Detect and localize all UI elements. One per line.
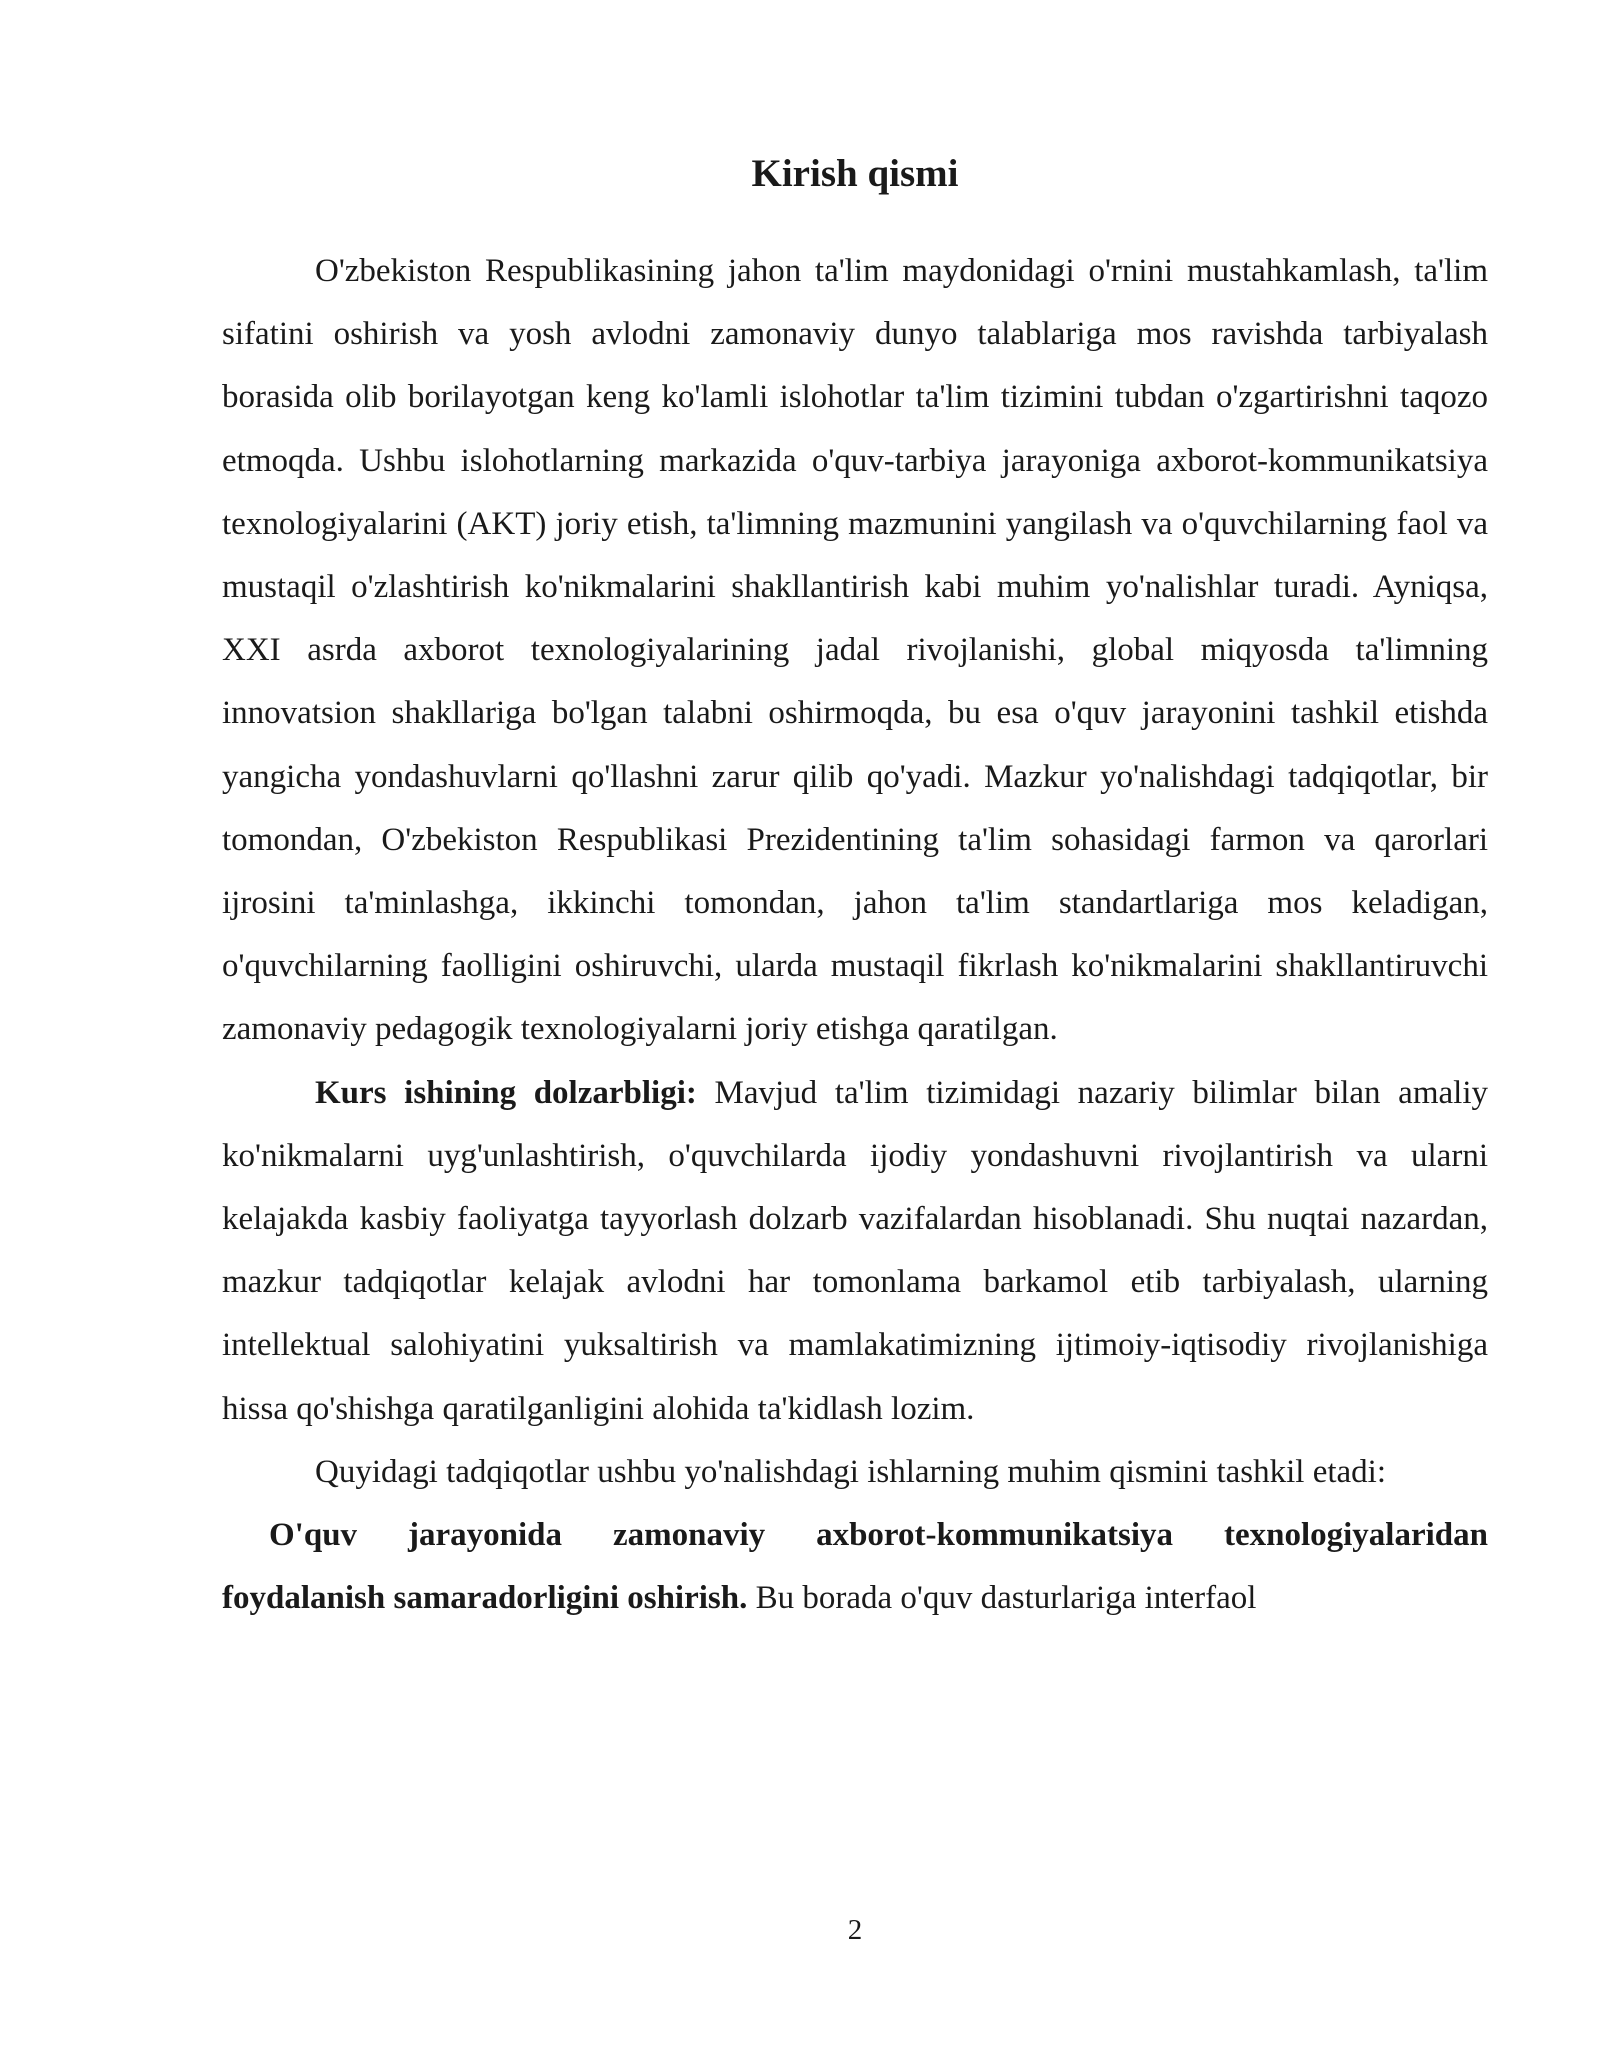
paragraph-introduction [222,240,1488,1062]
document-page [222,0,1488,2070]
paragraph-lead-heading: O'quv jarayonida zamonaviy axborot-kommunikatsiya texnologiyalaridan foydalanish samaradorligini oshirish. [222,1517,1488,1617]
document-body [222,240,1488,1630]
paragraph-relevance [222,1062,1488,1441]
page-number: 2 [847,1914,863,1946]
paragraph-text: Mavjud ta'lim tizimidagi nazariy bilimlar bilan amaliy ko'nikmalarni uyg'unlashtirish, o'quvchilarda ijodiy yondashuvni rivojlantirish va ularni kelajakda kasbiy faoliyatga tayyorlash dolzarb vazifalardan hisoblanadi. Shu nuqtai nazardan, mazkur tadqiqotlar kelajak avlodni har tomonlama barkamol etib tarbiyalash, ularning intellektual salohiyatini yuksaltirish va mamlakatimizning ijtimoiy-iqtisodiy rivojlanishiga hissa qo'shishga qaratilganligini alohida ta'kidlash lozim. [222,1074,1488,1427]
paragraph-research-list-intro [222,1441,1488,1504]
paragraph-text: O'zbekiston Respublikasining jahon ta'lim maydonidagi o'rnini mustahkamlash, ta'lim sifatini oshirish va yosh avlodni zamonaviy dunyo talablariga mos ravishda tarbiyalash borasida olib borilayotgan keng ko'lamli islohotlar ta'lim tizimini tubdan o'zgartirishni taqozo etmoqda. Ushbu islohotlarning markazida o'quv-tarbiya jarayoniga axborot-kommunikatsiya texnologiyalarini (AKT) joriy etish, ta'limning mazmunini yangilash va o'quvchilarning faol va mustaqil o'zlashtirish ko'nikmalarini shakllantirish kabi muhim yo'nalishlar turadi. Ayniqsa, XXI asrda axborot texnologiyalarining jadal rivojlanishi, global miqyosda ta'limning innovatsion shakllariga bo'lgan talabni oshirmoqda, bu esa o'quv jarayonini tashkil etishda yangicha yondashuvlarni qo'llashni zarur qilib qo'yadi. Mazkur yo'nalishdagi tadqiqotlar, bir tomondan, O'zbekiston Respublikasi Prezidentining ta'lim sohasidagi farmon va qarorlari ijrosini ta'minlashga, ikkinchi tomondan, jahon ta'lim standartlariga mos keladigan, o'quvchilarning faolligini oshiruvchi, ularda mustaqil fikrlash ko'nikmalarini shakllantiruvchi zamonaviy pedagogik texnologiyalarni joriy etishga qaratilgan. [222,253,1488,1048]
page-title: Kirish qismi [751,152,959,195]
paragraph-text: Bu borada o'quv dasturlariga interfaol [747,1580,1257,1617]
paragraph-text: Quyidagi tadqiqotlar ushbu yo'nalishdagi ishlarning muhim qismini tashkil etadi: [315,1453,1387,1490]
paragraph-lead-heading: Kurs ishining dolzarbligi: [315,1074,697,1111]
paragraph-ict-efficiency [222,1504,1488,1630]
